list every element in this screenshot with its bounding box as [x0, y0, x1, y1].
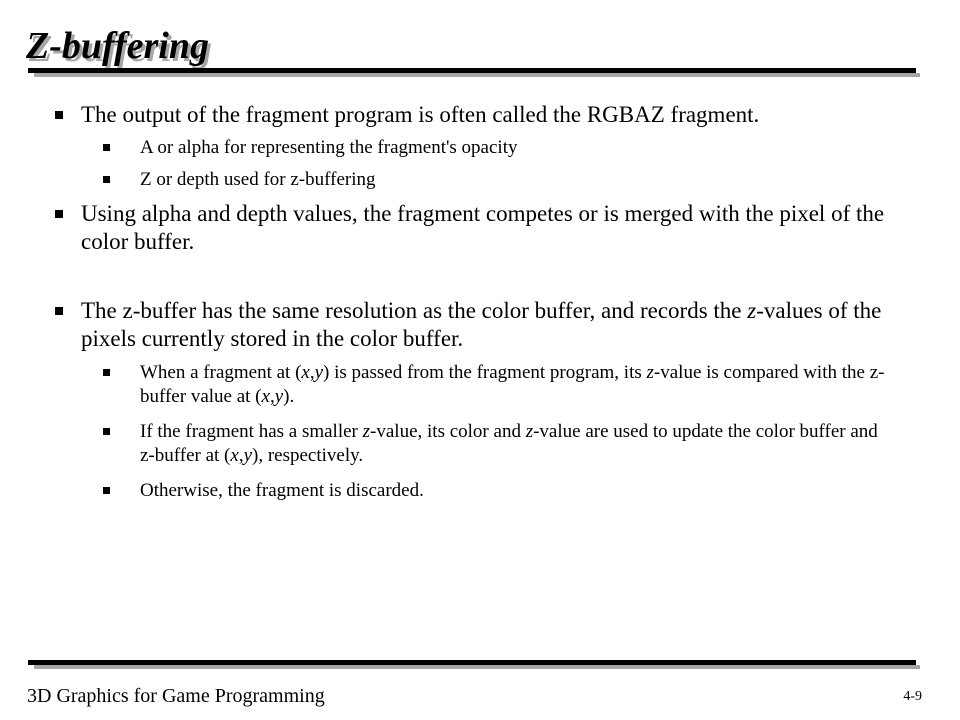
- italic-run: z: [646, 362, 654, 383]
- sub-bullet-item: [103, 361, 893, 409]
- footer-rule-shadow: [34, 665, 920, 669]
- sub-bullet-text: Otherwise, the fragment is discarded.: [140, 480, 424, 501]
- page-number: 4-9: [903, 689, 922, 704]
- square-bullet-icon: [103, 428, 110, 435]
- italic-run: y: [243, 445, 252, 466]
- square-bullet-icon: [55, 111, 63, 119]
- footer-rule: [28, 660, 916, 665]
- footer-course-title: 3D Graphics for Game Programming: [27, 685, 325, 707]
- italic-run: x: [301, 362, 310, 383]
- bullet-item: [55, 101, 895, 129]
- sub-bullet-item: [103, 420, 893, 468]
- title-rule-shadow: [34, 73, 920, 77]
- bullet-item: [55, 297, 895, 353]
- sub-bullet-text: A or alpha for representing the fragment's opacity: [140, 137, 518, 158]
- square-bullet-icon: [55, 307, 63, 315]
- italic-run: z: [747, 298, 757, 323]
- title-rule: [28, 68, 916, 73]
- sub-bullet-text: If the fragment has a smaller z-value, its color and z-value are used to update the color buffer and z-buffer at (x,y), respectively.: [140, 421, 878, 466]
- square-bullet-icon: [55, 210, 63, 218]
- slide-title: Z-buffering: [26, 25, 209, 67]
- square-bullet-icon: [103, 144, 110, 151]
- sub-bullet-item: [103, 168, 893, 192]
- italic-run: z: [525, 421, 534, 442]
- bullet-item: [55, 200, 895, 256]
- sub-bullet-text: Z or depth used for z-buffering: [140, 169, 376, 190]
- italic-run: y: [314, 362, 324, 383]
- bullet-text: The output of the fragment program is often called the RGBAZ fragment.: [81, 102, 760, 127]
- italic-run: x: [230, 445, 239, 466]
- bullet-text: Using alpha and depth values, the fragment competes or is merged with the pixel of the color buffer.: [81, 201, 885, 254]
- sub-bullet-text: When a fragment at (x,y) is passed from the fragment program, its z-value is compared with the z-buffer value at (x,y).: [140, 362, 885, 407]
- italic-run: y: [274, 386, 284, 407]
- bullet-text: The z-buffer has the same resolution as the color buffer, and records the z-values of the pixels currently stored in the color buffer.: [81, 298, 882, 351]
- italic-run: x: [261, 386, 270, 407]
- sub-bullet-item: [103, 136, 893, 160]
- square-bullet-icon: [103, 487, 110, 494]
- sub-bullet-item: [103, 479, 893, 503]
- square-bullet-icon: [103, 176, 110, 183]
- italic-run: z: [362, 421, 371, 442]
- square-bullet-icon: [103, 369, 110, 376]
